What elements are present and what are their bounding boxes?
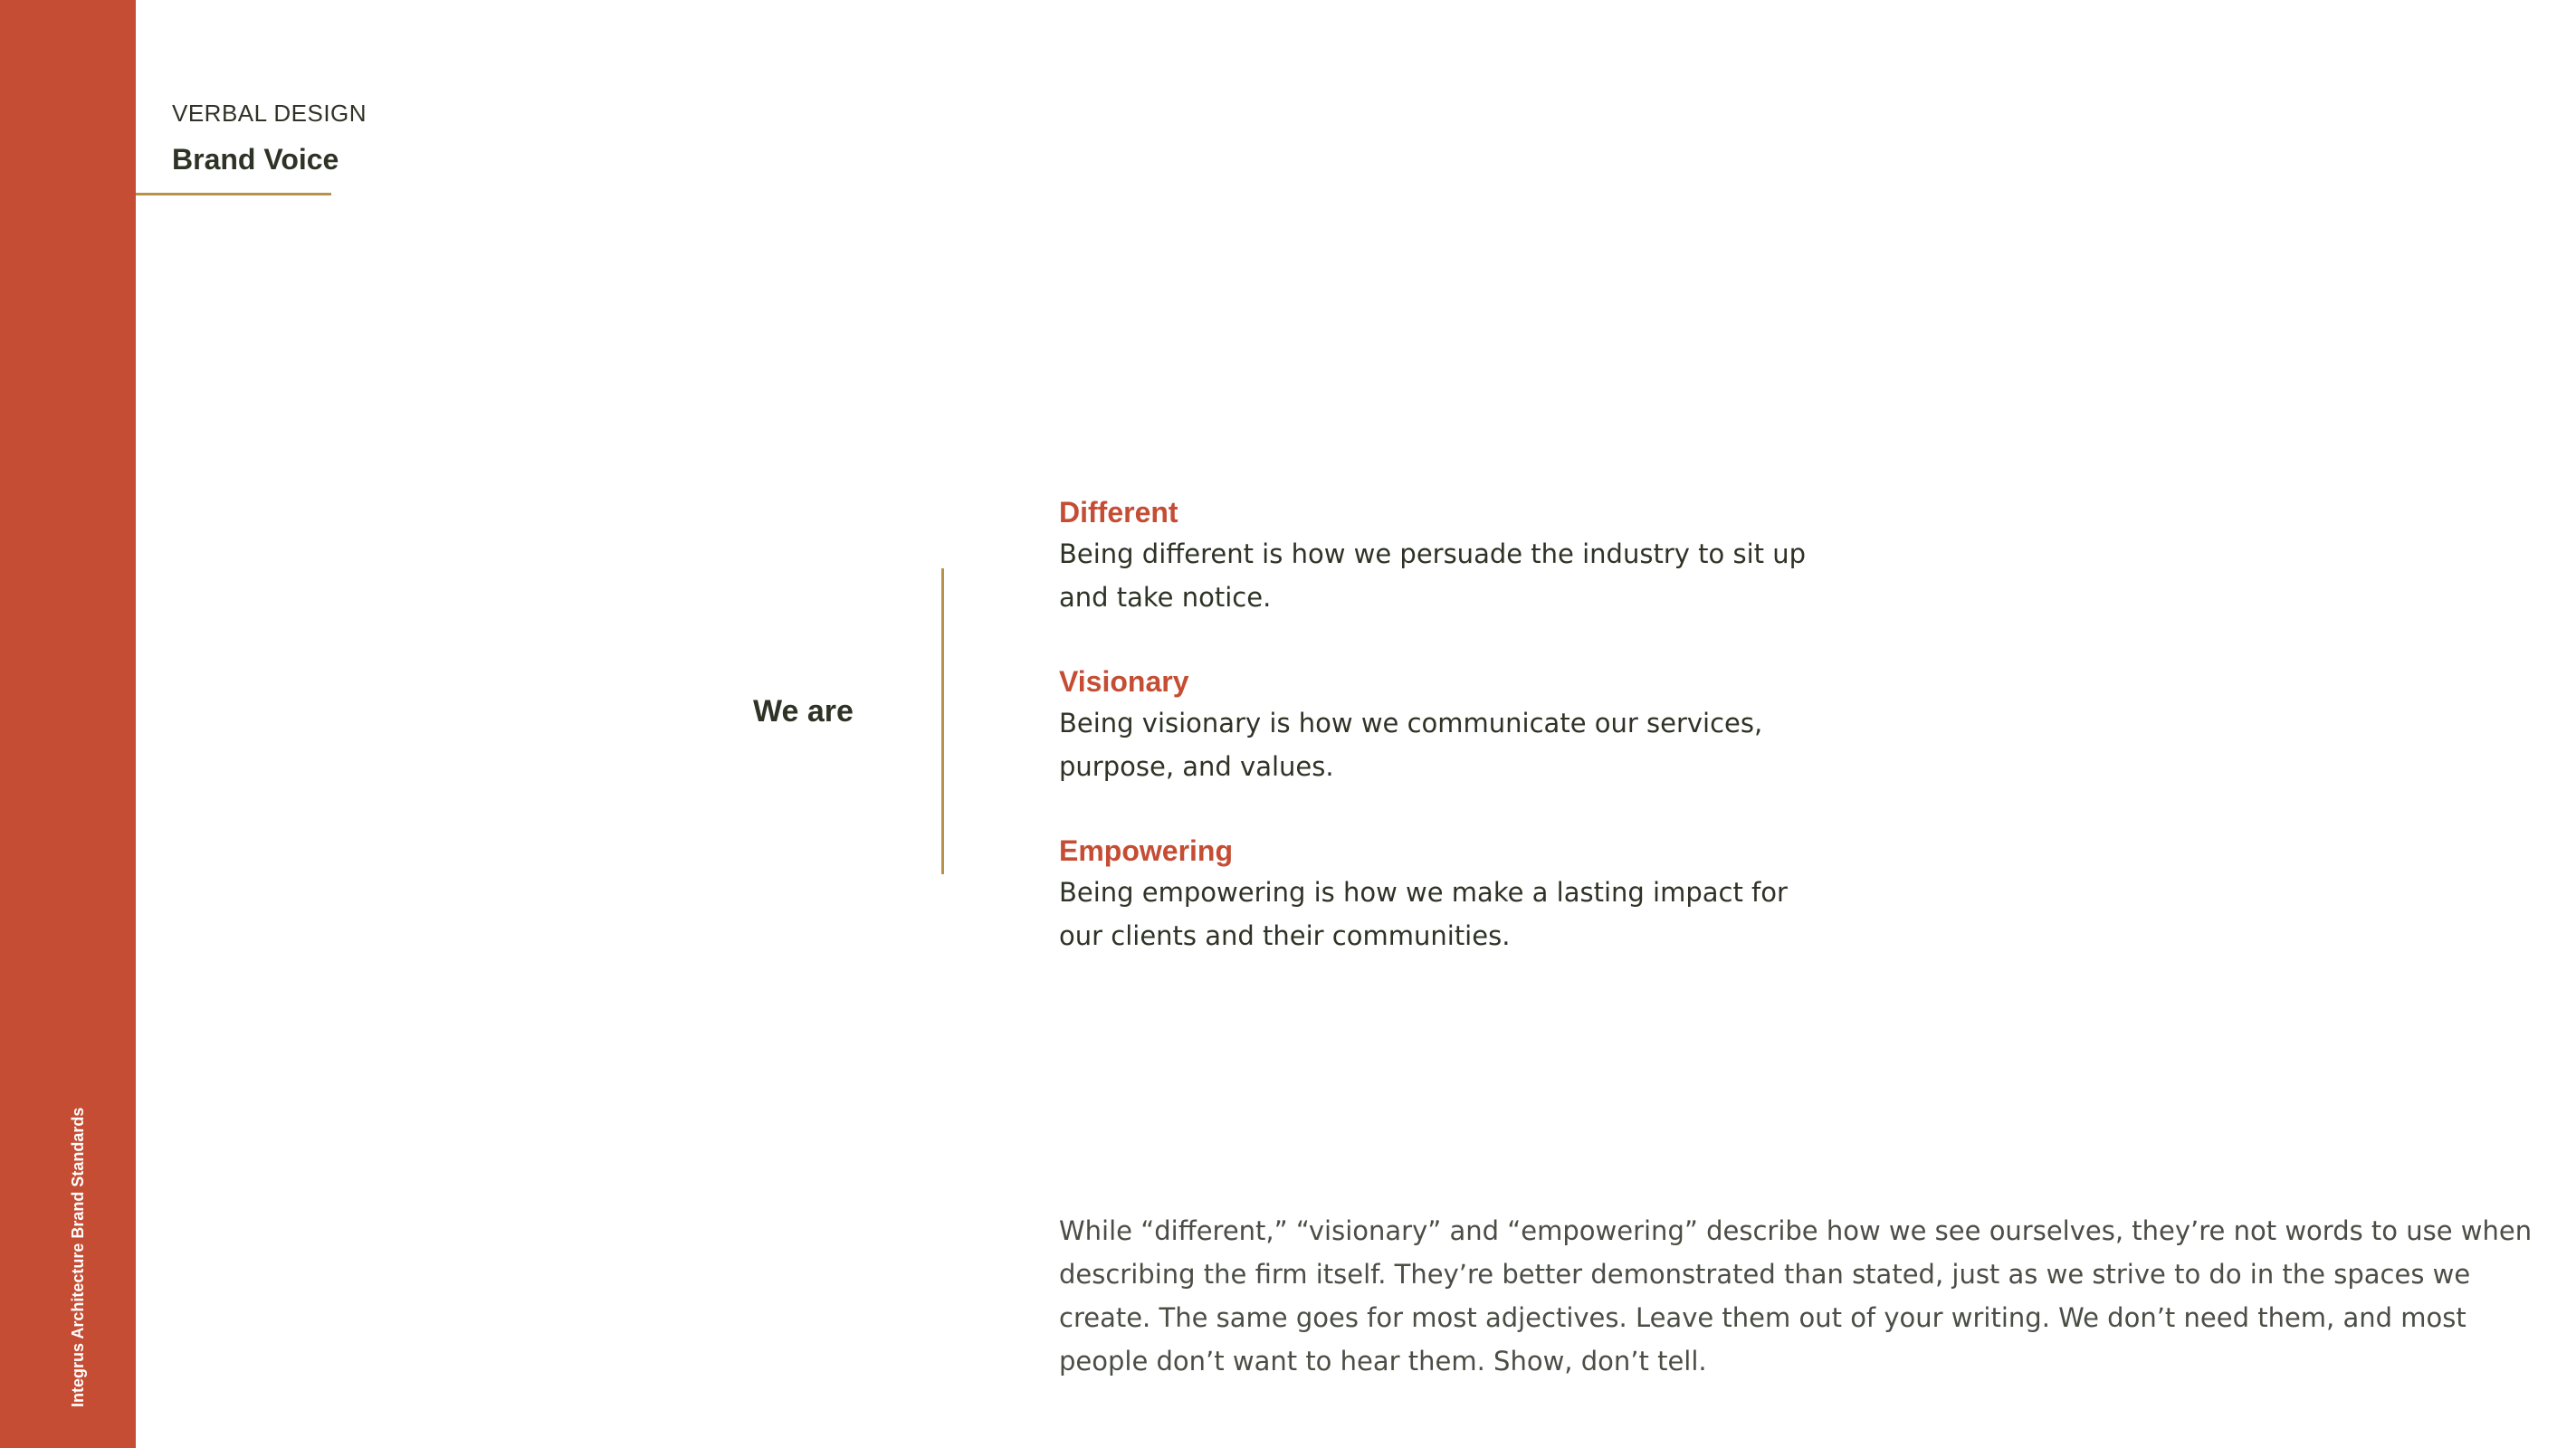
trait-description: Being empowering is how we make a lasting impact for our clients and their communities. [1059,877,1788,951]
vertical-divider [941,568,944,874]
title-underline [136,193,331,195]
trait-name: Empowering [1059,834,1234,867]
trait-item-empowering [1059,831,1819,957]
section-label: VERBAL DESIGN [172,100,367,127]
lead-text: We are [753,694,854,729]
trait-description: Being visionary is how we communicate our services, purpose, and values. [1059,708,1763,782]
closing-paragraph: While “different,” “visionary” and “empowering” describe how we see ourselves, they’re not words to use when describing the firm itself. They’re better demonstrated than stated, just as we strive to do in the spaces we create. The same goes for most adjectives. Leave them out of your writing. We don’t need them, and most people don’t want to hear them. Show, don’t tell. [1059,1215,2533,1377]
page-title: Brand Voice [172,143,339,176]
sidebar [0,0,136,1448]
trait-name: Visionary [1059,665,1189,698]
trait-item-different [1059,492,1819,619]
trait-item-visionary [1059,662,1819,788]
trait-description: Being different is how we persuade the industry to sit up and take notice. [1059,538,1806,613]
traits-list [1059,492,1819,1000]
trait-name: Different [1059,496,1178,529]
sidebar-brand-text: Integrus Architecture Brand Standards [69,1107,87,1407]
